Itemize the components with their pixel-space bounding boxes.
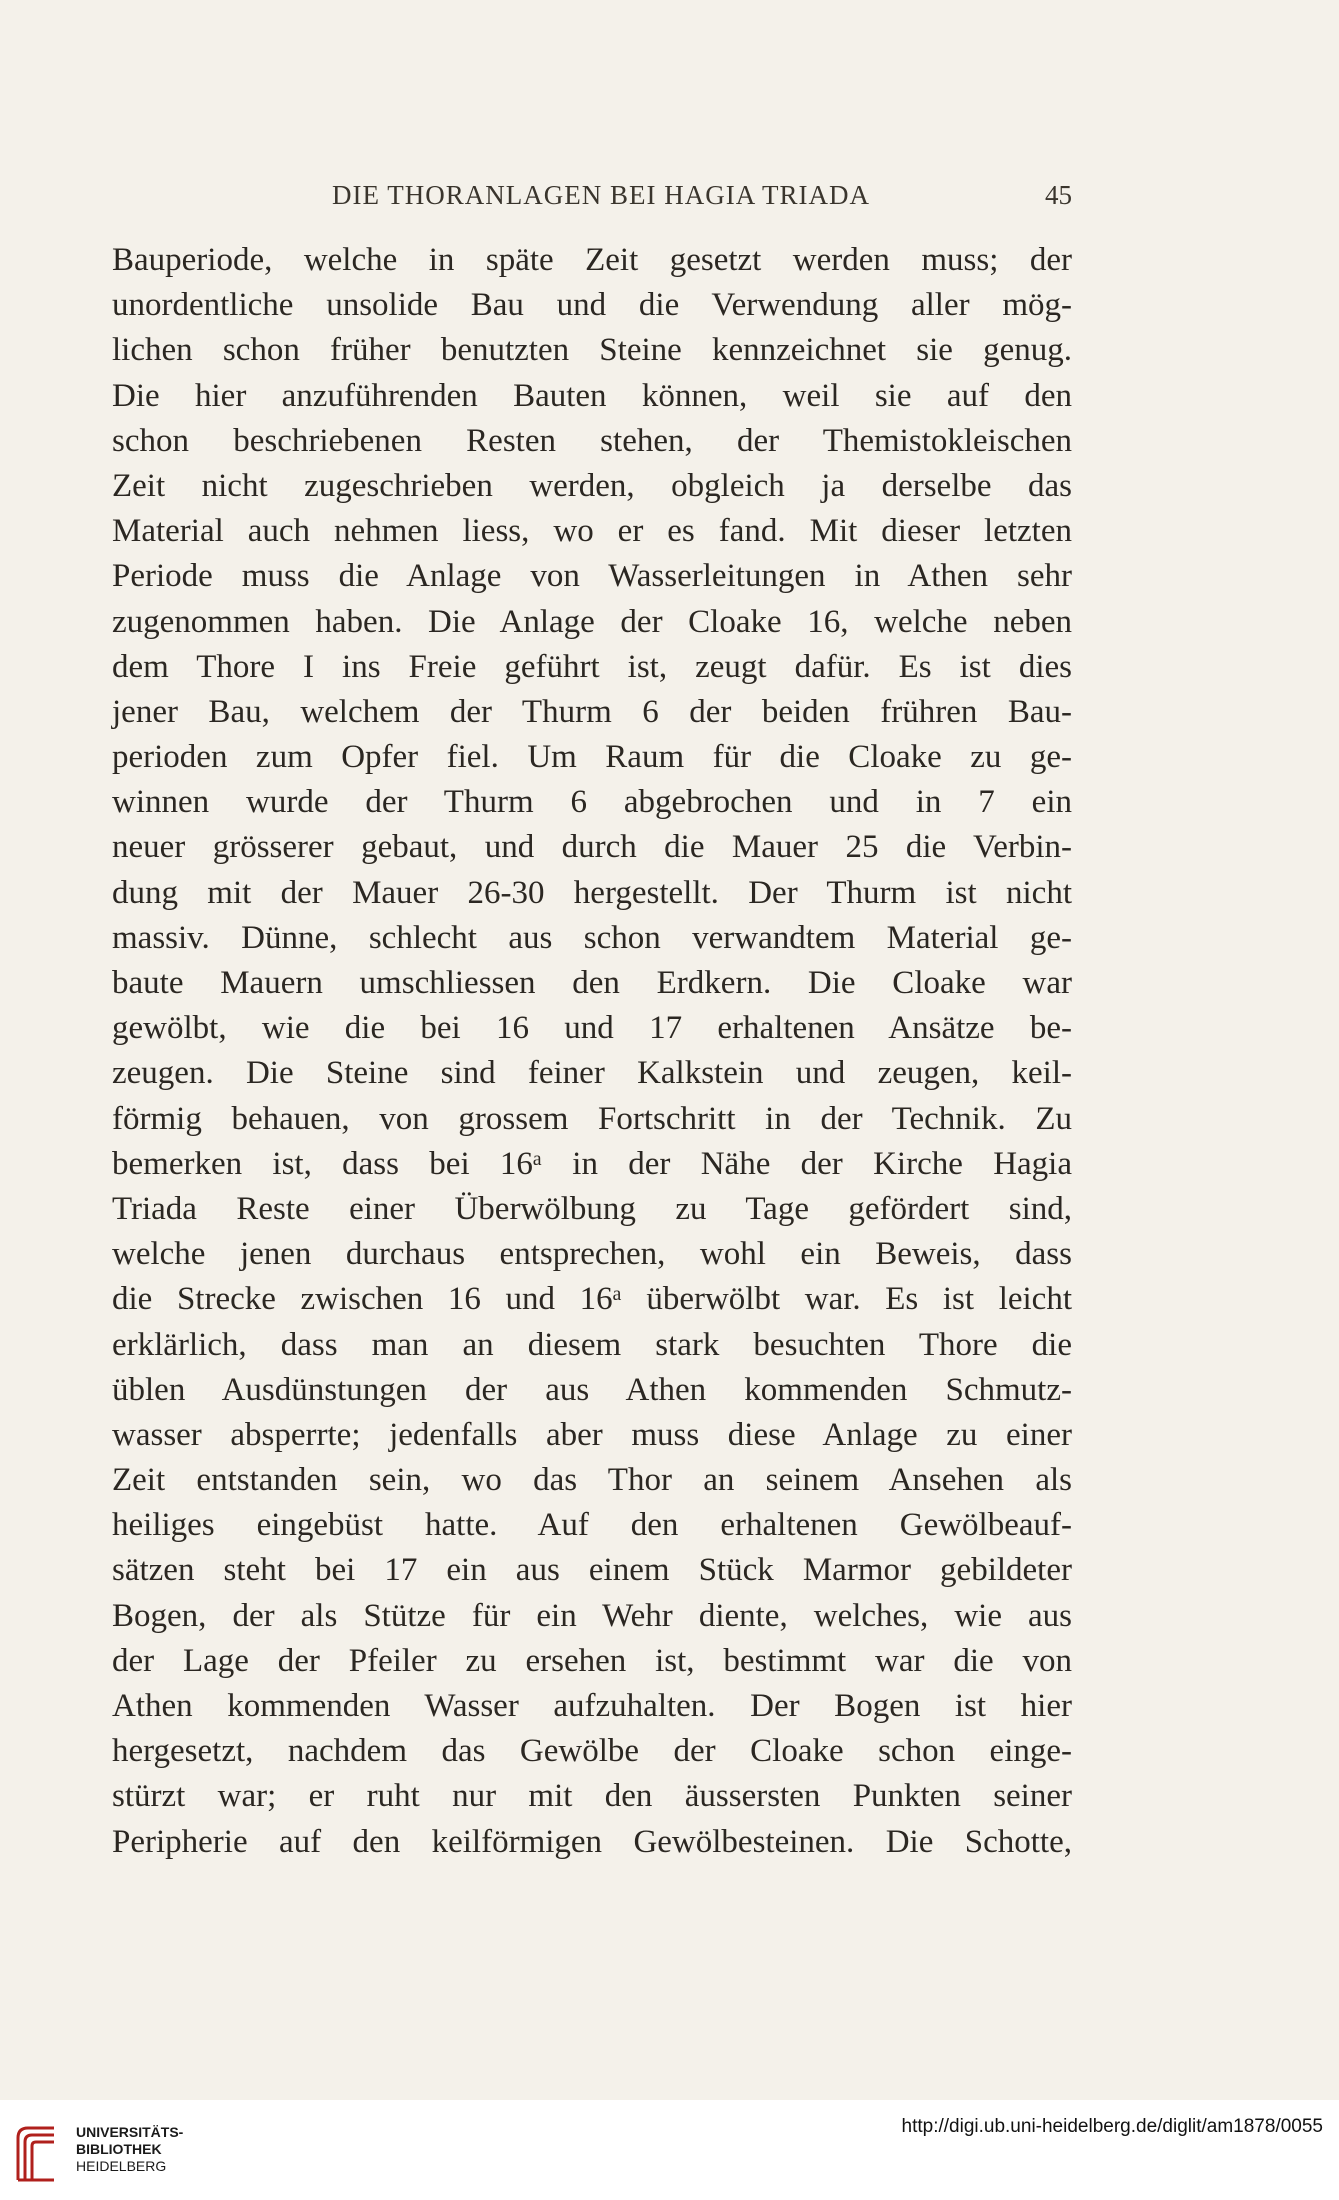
text-line: Triada Reste einer Überwölbung zu Tage gefördert sind,: [112, 1190, 1072, 1227]
permalink-url[interactable]: http://digi.ub.uni-heidelberg.de/diglit/am1878/0055: [901, 2116, 1323, 2137]
text-line: zeugen. Die Steine sind feiner Kalkstein und zeugen, keil-: [112, 1055, 1072, 1092]
text-line: Material auch nehmen liess, wo er es fand. Mit dieser letzten: [112, 513, 1072, 550]
text-line: Bauperiode, welche in späte Zeit gesetzt werden muss; der: [112, 242, 1072, 278]
text-line: üblen Ausdünstungen der aus Athen kommenden Schmutz-: [112, 1371, 1072, 1408]
page-number: 45: [1045, 180, 1072, 210]
text-line: stürzt war; er ruht nur mit den äussersten Punkten seiner: [112, 1778, 1072, 1815]
library-name-line: UNIVERSITÄTS-: [76, 2124, 184, 2140]
text-line: lichen schon früher benutzten Steine kennzeichnet sie genug.: [112, 332, 1072, 369]
text-line: zugenommen haben. Die Anlage der Cloake 16, welche neben: [112, 603, 1072, 640]
running-title: DIE THORANLAGEN BEI HAGIA TRIADA: [332, 180, 870, 210]
library-footer: [0, 2100, 1339, 2200]
text-line: schon beschriebenen Resten stehen, der Themistokleischen: [112, 422, 1072, 459]
text-line: massiv. Dünne, schlecht aus schon verwandtem Material ge-: [112, 919, 1072, 956]
body-text: [112, 238, 1072, 1865]
text-line: sätzen steht bei 17 ein aus einem Stück Marmor gebildeter: [112, 1552, 1072, 1589]
text-line: Peripherie auf den keilförmigen Gewölbesteinen. Die Schotte,: [112, 1823, 1072, 1860]
text-line: neuer grösserer gebaut, und durch die Mauer 25 die Verbin-: [112, 829, 1072, 866]
text-line: Zeit entstanden sein, wo das Thor an seinem Ansehen als: [112, 1462, 1072, 1499]
text-line: Athen kommenden Wasser aufzuhalten. Der Bogen ist hier: [112, 1688, 1072, 1724]
text-line: bemerken ist, dass bei 16ᵃ in der Nähe der Kirche Hagia: [112, 1145, 1072, 1182]
text-line: welche jenen durchaus entsprechen, wohl ein Beweis, dass: [112, 1236, 1072, 1273]
text-line: Bogen, der als Stütze für ein Wehr diente, welches, wie aus: [112, 1597, 1072, 1634]
text-line: heiliges eingebüst hatte. Auf den erhaltenen Gewölbeauf-: [112, 1507, 1072, 1544]
text-line: wasser absperrte; jedenfalls aber muss diese Anlage zu einer: [112, 1416, 1072, 1453]
text-line: perioden zum Opfer fiel. Um Raum für die Cloake zu ge-: [112, 739, 1072, 776]
text-line: Periode muss die Anlage von Wasserleitungen in Athen sehr: [112, 558, 1072, 595]
library-name: [76, 2124, 183, 2175]
text-line: dem Thore I ins Freie geführt ist, zeugt dafür. Es ist dies: [112, 648, 1072, 685]
text-line: der Lage der Pfeiler zu ersehen ist, bestimmt war die von: [112, 1642, 1072, 1679]
text-line: förmig behauen, von grossem Fortschritt in der Technik. Zu: [112, 1100, 1072, 1137]
ub-heidelberg-logo-icon: [14, 2114, 58, 2184]
text-line: gewölbt, wie die bei 16 und 17 erhaltenen Ansätze be-: [112, 1010, 1072, 1047]
text-line: Die hier anzuführenden Bauten können, weil sie auf den: [112, 377, 1072, 414]
text-line: baute Mauern umschliessen den Erdkern. Die Cloake war: [112, 965, 1072, 1001]
text-line: hergesetzt, nachdem das Gewölbe der Cloake schon einge-: [112, 1733, 1072, 1770]
text-line: die Strecke zwischen 16 und 16ᵃ überwölbt war. Es ist leicht: [112, 1281, 1072, 1318]
library-name-line: BIBLIOTHEK: [76, 2141, 162, 2157]
text-line: erklärlich, dass man an diesem stark besuchten Thore die: [112, 1326, 1072, 1363]
text-line: unordentliche unsolide Bau und die Verwendung aller mög-: [112, 287, 1072, 324]
text-line: jener Bau, welchem der Thurm 6 der beiden frühren Bau-: [112, 693, 1072, 730]
text-line: dung mit der Mauer 26-30 hergestellt. Der Thurm ist nicht: [112, 874, 1072, 911]
text-line: Zeit nicht zugeschrieben werden, obgleich ja derselbe das: [112, 467, 1072, 504]
running-head: [112, 180, 1072, 220]
library-name-line: HEIDELBERG: [76, 2158, 167, 2174]
text-line: winnen wurde der Thurm 6 abgebrochen und in 7 ein: [112, 784, 1072, 821]
